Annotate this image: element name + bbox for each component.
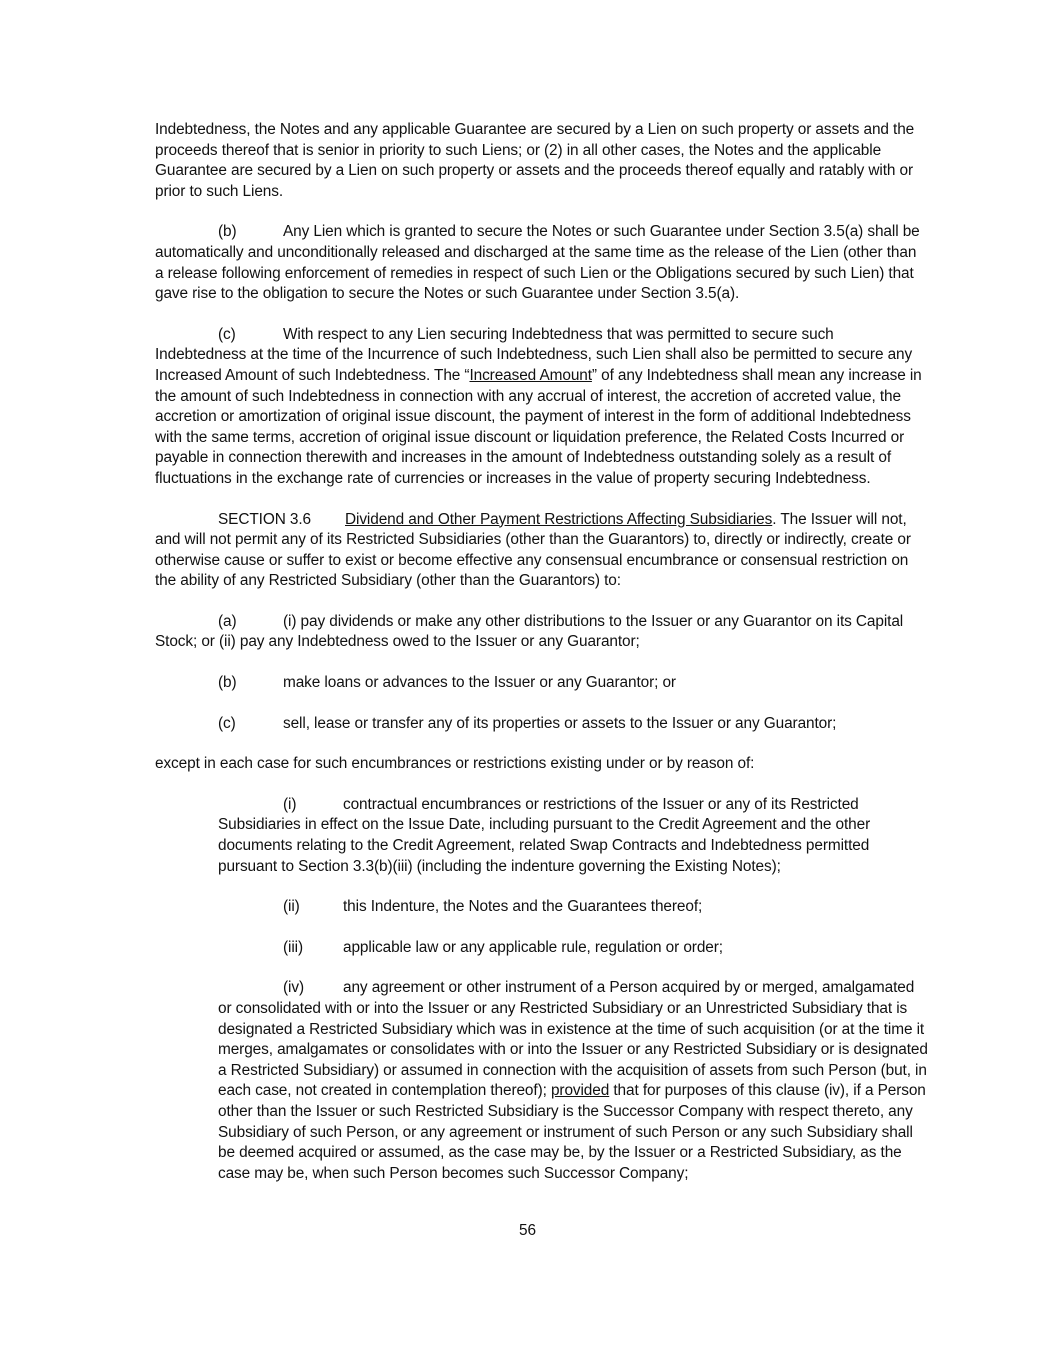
paragraph-lien-continuation: Indebtedness, the Notes and any applicable Guarantee are secured by a Lien on such property or assets and the proceeds thereof that is senior in priority to such Liens; or (2) in all other cases, the Notes and the applicable Guarantee are secured by a Lien on such property or assets and the proceeds thereof equally and ratably with or prior to such Liens. <box>155 121 915 200</box>
clause-c-text-after: ” of any Indebtedness shall mean any increase in the amount of such Indebtedness in connection with any accrual of interest, the accretion of accreted value, the accretion or amortization of original issue discount, the payment of interest in the form of additional Indebtedness with the same terms, accretion of original issue discount or liquidation preference, the Related Costs Incurred or payable in connection therewith and increases in the amount of Indebtedness outstanding solely as a result of fluctuations in the exchange rate of currencies or increases in the value of property securing Indebtedness. <box>155 366 922 487</box>
paragraph-roman-iii-applicable-law <box>218 938 928 959</box>
paragraph-clause-c-increased-amount <box>155 325 928 490</box>
paragraph-except-clause: except in each case for such encumbrances or restrictions existing under or by reason of: <box>155 755 755 773</box>
clause-label-b: (b) <box>218 223 237 241</box>
paragraph-clause-b-lien-release <box>155 222 928 304</box>
roman-iv-text-after: that for purposes of this clause (iv), if a Person other than the Issuer or such Restricted Subsidiary is the Successor Company with respect thereto, any Subsidiary of such Person, or any agreement or instrument of such Person or any such Subsidiary shall be deemed acquired or assumed, as the case may be, by the Issuer or a Restricted Subsidiary, as the case may be, when such Person becomes such Successor Company; <box>218 1082 926 1182</box>
defined-term-provided: provided <box>550 1082 610 1100</box>
defined-term-increased-amount: Increased Amount <box>469 366 592 384</box>
paragraph-clause-c-sell-lease <box>155 714 928 735</box>
clause-c-text-before: With respect to any Lien securing Indebtedness that was permitted to secure such Indebtedness at the time of the Incurrence of such Indebtedness, such Lien shall also be permitted to secure any Increased Amount of such Indebtedness. The “ <box>155 325 913 384</box>
paragraph-clause-a-dividends <box>155 612 928 653</box>
clause-b-text: Any Lien which is granted to secure the Notes or such Guarantee under Section 3.5(a) shall be automatically and unconditionally released and discharged at the same time as the release of the Lien (other than a release following enforcement of remedies in respect of such Lien or the Obligations secured by such Lien) that gave rise to the obligation to secure the Notes or such Guarantee under Section 3.5(a). <box>155 223 920 303</box>
paragraph-section-3-6 <box>155 510 928 592</box>
roman-ii-text: this Indenture, the Notes and the Guarantees thereof; <box>343 898 703 916</box>
section-3-6-label: SECTION 3.6 <box>218 510 311 528</box>
roman-iv-text-before: any agreement or other instrument of a Person acquired by or merged, amalgamated or consolidated with or into the Issuer or any Restricted Subsidiary or an Unrestricted Subsidiary that is designated a Restricted Subsidiary which was in existence at the time of such acquisition (or at the time it merges, amalgamates or consolidates with or into the Issuer or any Restricted Subsidiary or is designated a Restricted Subsidiary) or assumed in connection with the acquisition of assets from such Person (but, in each case, not created in contemplation thereof); <box>218 979 928 1100</box>
clause-label-c: (c) <box>218 325 236 343</box>
page-number: 56 <box>519 1222 536 1239</box>
clause-a-text: (i) pay dividends or make any other distributions to the Issuer or any Guarantor on its Capital Stock; or (ii) pay any Indebtedness owed to the Issuer or any Guarantor; <box>155 612 904 651</box>
clause-label-b2: (b) <box>218 674 237 692</box>
clause-label-roman-i: (i) <box>283 795 297 813</box>
paragraph-roman-ii-indenture <box>218 897 928 918</box>
section-3-6-heading: Dividend and Other Payment Restrictions Affecting Subsidiaries <box>345 510 773 528</box>
clause-c2-text: sell, lease or transfer any of its properties or assets to the Issuer or any Guarantor; <box>283 714 837 732</box>
clause-label-a: (a) <box>218 612 237 630</box>
paragraph-roman-i-contractual <box>218 795 928 877</box>
paragraph-roman-iv-acquired-person <box>218 978 928 1184</box>
paragraph-clause-b-loans <box>155 673 928 694</box>
clause-label-roman-ii: (ii) <box>283 898 300 916</box>
roman-i-text: contractual encumbrances or restrictions of the Issuer or any of its Restricted Subsidiaries in effect on the Issue Date, including pursuant to the Credit Agreement and the other documents relating to the Credit Agreement, related Swap Contracts and Indebtedness permitted pursuant to Section 3.3(b)(iii) (including the indenture governing the Existing Notes); <box>218 795 871 875</box>
clause-b2-text: make loans or advances to the Issuer or any Guarantor; or <box>283 674 676 692</box>
clause-label-roman-iv: (iv) <box>283 979 304 997</box>
roman-iii-text: applicable law or any applicable rule, regulation or order; <box>343 938 723 956</box>
clause-label-roman-iii: (iii) <box>283 938 304 956</box>
section-3-6-text: . The Issuer will not, and will not permit any of its Restricted Subsidiaries (other than the Guarantors) to, directly or indirectly, create or otherwise cause or suffer to exist or become effective any consensual encumbrance or consensual restriction on the ability of any Restricted Subsidiary (other than the Guarantors) to: <box>155 510 911 590</box>
clause-label-c2: (c) <box>218 714 236 732</box>
